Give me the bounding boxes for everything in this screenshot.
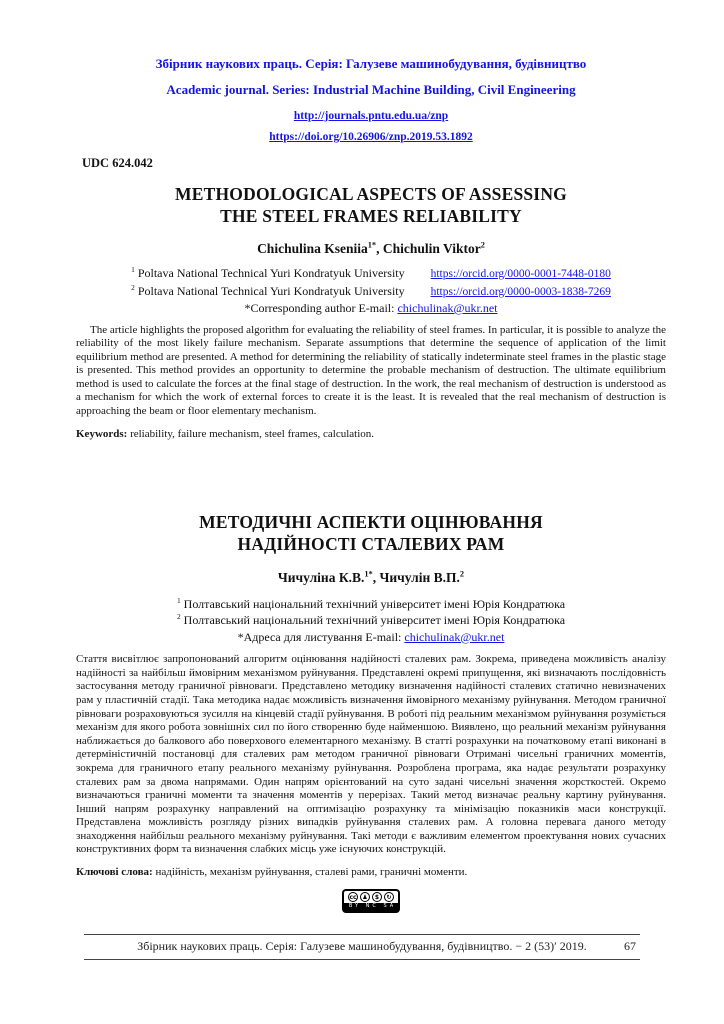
article-title-ukrainian-line2: НАДІЙНОСТІ СТАЛЕВИХ РАМ	[237, 533, 505, 554]
affiliation-2-ua	[76, 612, 666, 629]
ukrainian-section	[76, 511, 666, 879]
doi-row	[76, 130, 666, 144]
authors-english	[76, 240, 666, 257]
article-title-english	[76, 183, 666, 227]
author-1-superscript-ua: 1*	[364, 569, 373, 579]
keywords-ukrainian-label: Ключові слова:	[76, 866, 153, 879]
corresponding-email-label-ua: *Адреса для листування E-mail:	[237, 629, 405, 644]
corresponding-email-row	[76, 300, 666, 317]
article-title-english-line2: THE STEEL FRAMES RELIABILITY	[220, 206, 522, 226]
author-2-superscript-ua: 2	[459, 569, 465, 579]
corresponding-email-link-ua[interactable]: chichulinak@ukr.net	[404, 629, 505, 644]
cc-badge-label: BY NC SA	[348, 903, 397, 910]
affiliation-1-ua-superscript: 1	[176, 595, 181, 605]
journal-title-english: Academic journal. Series: Industrial Machine Building, Civil Engineering	[166, 82, 576, 97]
affiliation-1-ua-text: Полтавський національний технічний університет імені Юрія Кондратюка	[180, 596, 566, 611]
keywords-english	[76, 427, 666, 441]
authors-ukrainian	[76, 569, 666, 586]
authors-separator-ua: ,	[372, 569, 380, 585]
journal-url-row	[76, 109, 666, 123]
affiliation-1-ua	[76, 596, 666, 613]
keywords-english-label: Keywords:	[76, 427, 128, 440]
affiliations-ukrainian	[76, 596, 666, 646]
article-title-ukrainian	[76, 511, 666, 555]
affiliation-1	[76, 265, 666, 283]
affiliation-2-ua-text: Полтавський національний технічний університет імені Юрія Кондратюка	[180, 613, 566, 628]
cc-icon: cc	[349, 893, 357, 901]
non-commercial-icon: $	[372, 892, 382, 902]
abstract-english: The article highlights the proposed algorithm for evaluating the reliability of steel frames. In particular, it is possible to analyze the reliability of the most likely failure mechanism. Separate assumptions that determine the sequence of application of the limit equilibrium method are presented. A method for determining the reliability of statically indeterminate steel frames in the plastic stage is presented. This method provides an opportunity to determine the probable mechanism of destruction. The ultimate equilibrium method is used to calculate the forces at the final stage of destruction. In the work, the real mechanism of destruction is understood as a mechanism for which the work of external forces to create it is the least. It is revealed that the real mechanism of destruction is approaching the beam or floor elementary mechanism.	[76, 323, 666, 418]
author-2-name: Chichulin Viktor	[382, 241, 481, 256]
author-2-name-ua: Чичулін В.П.	[379, 569, 460, 585]
cc-badge-icons	[344, 891, 398, 903]
abstract-ukrainian: Стаття висвітлює запропонований алгоритм оцінювання надійності сталевих рам. Зокрема, приведена можливість аналізу надійності за найбільш ймовірним механізмом руйнування. Представлені окремі припущення, які визначають послідовність застосування методу граничної рівноваги. Представлено методику визначення надійності сталевих статично невизначених рам у пластичній стадії. Така методика надає можливість визначення ймовірного механізму руйнування. Методом граничної рівноваги розраховуються зусилля на кінцевій стадії руйнування. В роботі під реальним механізмом руйнування розуміється механізм для якого робота зовнішніх сил по його створенню буде найменшою. Виявлено, що реальний механізм руйнування наближається до балкового або поверхового елементарного механізму. В статті розрахунки на початковому етапі виконані в детерміністичній постановці для сталевих рам методом граничної рівноваги Отримані чисельні граничних моментів, зокрема для граничного етапу реального механізму руйнування. Розроблена програма, яка надає результати розрахунку сталевих рам за двома напрямами. Один напрям орієнтований на суто задані чисельні значення жорсткостей. Окремо визначаються граничні моменти та значення моментів у перерізах. Такий метод визначає реальну картину руйнування. Інший напрям розрахунку направлений на оптимізацію розрахунку та мінімізацію показників маси конструкції. Представлена можливість розгляду різних випадків руйнування сталевих рам. А головна перевага даного методу знаходження найбільш реального механізму руйнування. Такі методи є важливим елементом проектування нових сучасних конструктивних форм та визначення слабких місць уже існуючих конструкцій.	[76, 653, 666, 856]
orcid-link-author-2[interactable]: https://orcid.org/0000-0003-1838-7269	[430, 285, 611, 298]
page-number: 67	[624, 939, 636, 953]
affiliation-2-text: Poltava National Technical Yuri Kondratyuk University	[134, 283, 405, 298]
affiliation-1-text: Poltava National Technical Yuri Kondratyuk University	[134, 266, 405, 280]
license-row	[76, 889, 666, 913]
footer-inner	[84, 939, 640, 954]
corresponding-email-row-ua	[76, 629, 666, 646]
keywords-english-text: reliability, failure mechanism, steel frames, calculation.	[127, 427, 375, 440]
affiliations-english	[76, 265, 666, 317]
affiliation-2-superscript: 2	[131, 282, 135, 292]
author-1-name-ua: Чичуліна К.В.	[277, 569, 365, 585]
author-2-superscript: 2	[480, 240, 485, 250]
author-1-superscript: 1*	[367, 240, 377, 250]
corresponding-email-link[interactable]: chichulinak@ukr.net	[397, 301, 498, 315]
keywords-ukrainian-text: надійність, механізм руйнування, сталеві рами, граничні моменти.	[152, 866, 468, 879]
affiliation-2-ua-superscript: 2	[176, 612, 181, 622]
affiliation-2	[76, 283, 666, 301]
journal-url-link[interactable]: http://journals.pntu.edu.ua/znp	[293, 110, 449, 122]
share-alike-icon: ↻	[384, 892, 394, 902]
doi-link[interactable]: https://doi.org/10.26906/znp.2019.53.1892	[269, 131, 473, 143]
author-1-name: Chichulina Kseniia	[257, 241, 368, 256]
affiliation-1-superscript: 1	[131, 265, 135, 274]
orcid-link-author-1[interactable]: https://orcid.org/0000-0001-7448-0180	[430, 268, 611, 280]
article-title-ukrainian-line1: МЕТОДИЧНІ АСПЕКТИ ОЦІНЮВАННЯ	[199, 511, 543, 532]
footer-journal-citation: Збірник наукових праць. Серія: Галузеве машинобудування, будівництво. − 2 (53)′ 2019.	[137, 939, 587, 953]
authors-separator: ,	[376, 241, 383, 256]
keywords-ukrainian	[76, 865, 666, 879]
corresponding-email-label: *Corresponding author E-mail:	[244, 301, 398, 315]
page-footer	[84, 934, 640, 960]
attribution-person-icon: ♟	[360, 892, 370, 902]
cc-by-nc-sa-badge[interactable]	[342, 889, 400, 913]
journal-title-ukrainian: Збірник наукових праць. Серія: Галузеве машинобудування, будівництво	[155, 56, 587, 71]
article-title-english-line1: METHODOLOGICAL ASPECTS OF ASSESSING	[175, 184, 567, 204]
udc-code: UDC 624.042	[82, 156, 153, 170]
